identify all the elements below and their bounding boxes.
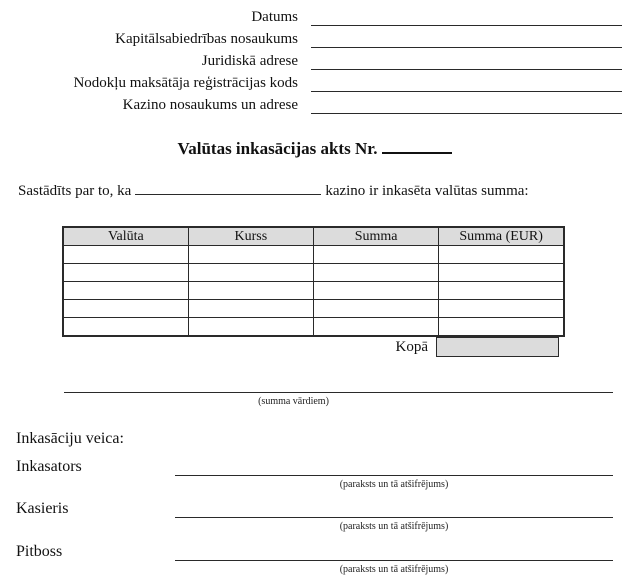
field-row-legal-address (0, 50, 622, 72)
field-label-datums: Datums (251, 9, 298, 25)
header-fields-section (0, 6, 622, 116)
table-cell[interactable] (188, 264, 313, 282)
intro-text-before: Sastādīts par to, ka (18, 183, 132, 199)
currency-table-header-row (63, 227, 564, 246)
column-header-valuta: Valūta (63, 227, 188, 246)
field-input-line-casino-name-address[interactable] (311, 97, 622, 114)
signature-caption-inkasators: (paraksts un tā atšifrējums) (339, 479, 449, 490)
table-cell[interactable] (188, 300, 313, 318)
table-cell[interactable] (314, 246, 439, 264)
total-row (62, 337, 565, 357)
table-cell[interactable] (314, 318, 439, 337)
signature-role-inkasators: Inkasators (16, 458, 82, 475)
table-row (63, 282, 564, 300)
table-cell[interactable] (63, 300, 188, 318)
currency-table-head (63, 227, 564, 246)
table-cell[interactable] (314, 282, 439, 300)
field-input-line-legal-address[interactable] (311, 53, 622, 70)
table-cell[interactable] (63, 246, 188, 264)
table-cell[interactable] (439, 246, 564, 264)
table-cell[interactable] (63, 318, 188, 337)
signature-row-kasieris (0, 500, 630, 540)
field-label-taxpayer-code: Nodokļu maksātāja reģistrācijas kods (73, 75, 298, 91)
signature-row-pitboss (0, 543, 630, 583)
table-cell[interactable] (63, 282, 188, 300)
table-cell[interactable] (188, 282, 313, 300)
signature-caption-pitboss: (paraksts un tā atšifrējums) (339, 564, 449, 575)
table-cell[interactable] (439, 282, 564, 300)
collected-by-label: Inkasāciju veica: (16, 430, 124, 447)
currency-table-body (63, 246, 564, 337)
field-input-line-taxpayer-code[interactable] (311, 75, 622, 92)
document-title-text: Valūtas inkasācijas akts Nr. (177, 139, 378, 158)
table-cell[interactable] (63, 264, 188, 282)
table-row (63, 246, 564, 264)
signature-row-inkasators (0, 458, 630, 498)
act-number-blank[interactable] (382, 139, 452, 154)
signature-line-kasieris[interactable] (175, 500, 613, 518)
field-label-company-name: Kapitālsabiedrības nosaukums (115, 31, 298, 47)
table-cell[interactable] (314, 300, 439, 318)
table-cell[interactable] (314, 264, 439, 282)
field-label-legal-address: Juridiskā adrese (201, 53, 298, 69)
column-header-summa-eur: Summa (EUR) (439, 227, 564, 246)
signature-role-kasieris: Kasieris (16, 500, 69, 517)
field-input-line-company-name[interactable] (311, 31, 622, 48)
total-label: Kopā (395, 338, 428, 355)
document-title (0, 138, 630, 159)
table-row (63, 264, 564, 282)
sum-in-words-caption: (summa vārdiem) (258, 396, 329, 407)
signature-caption-kasieris: (paraksts un tā atšifrējums) (339, 521, 449, 532)
table-cell[interactable] (439, 264, 564, 282)
currency-table (62, 226, 565, 337)
intro-sentence (18, 181, 620, 201)
table-row (63, 300, 564, 318)
sum-in-words-line[interactable] (64, 375, 613, 393)
table-cell[interactable] (439, 318, 564, 337)
field-row-taxpayer-code (0, 72, 622, 94)
total-amount-box[interactable] (436, 337, 559, 357)
signature-role-pitboss: Pitboss (16, 543, 63, 560)
column-header-kurss: Kurss (188, 227, 313, 246)
field-label-casino-name-address: Kazino nosaukums un adrese (122, 97, 298, 113)
signature-line-inkasators[interactable] (175, 458, 613, 476)
field-row-casino-name-address (0, 94, 622, 116)
casino-name-blank[interactable] (135, 181, 321, 195)
field-row-company-name (0, 28, 622, 50)
intro-text-after: kazino ir inkasēta valūtas summa: (325, 183, 529, 199)
table-row (63, 318, 564, 337)
table-cell[interactable] (439, 300, 564, 318)
table-cell[interactable] (188, 246, 313, 264)
field-row-datums (0, 6, 622, 28)
field-input-line-datums[interactable] (311, 9, 622, 26)
table-cell[interactable] (188, 318, 313, 337)
signature-line-pitboss[interactable] (175, 543, 613, 561)
column-header-summa: Summa (314, 227, 439, 246)
